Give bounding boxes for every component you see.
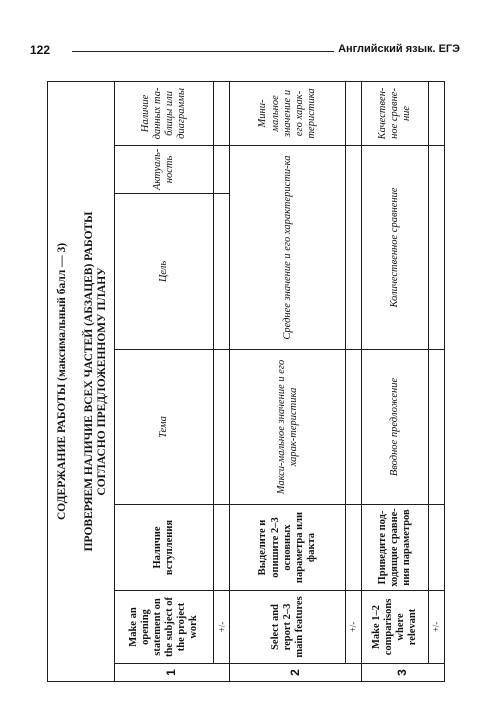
english-task: Make 1–2 comparisons where relevant — [361, 591, 428, 664]
english-task: Select and report 2–3 main features — [230, 591, 345, 664]
blank-cell — [214, 505, 230, 591]
criterion-cell: Количественное сравнение — [361, 146, 428, 350]
page-number: 122 — [30, 43, 51, 57]
mark-cell: +/- — [214, 591, 230, 664]
rotated-table-area — [47, 82, 445, 682]
mark-cell: +/- — [428, 591, 444, 664]
table-title: СОДЕРЖАНИЕ РАБОТЫ (максимальный балл — 3) — [48, 81, 78, 681]
criterion-cell: Актуаль-ность — [114, 146, 214, 194]
blank-cell — [214, 146, 230, 194]
russian-task: Выделите и опишите 2–3 основных параметра или факта — [230, 505, 345, 591]
row-number: 3 — [361, 664, 444, 682]
blank-cell — [428, 350, 444, 505]
blank-cell — [428, 146, 444, 350]
row-number: 2 — [230, 664, 362, 682]
page-header — [30, 40, 460, 60]
criterion-cell: Качествен-ное сравне-ние — [361, 81, 428, 145]
criterion-cell: Макси-мальное значение и его харак-теристика — [230, 350, 345, 505]
criterion-cell: Наличие данных та-блицы или диаграммы — [114, 81, 214, 145]
table-subtitle: ПРОВЕРЯЕМ НАЛИЧИЕ ВСЕХ ЧАСТЕЙ (АБЗАЦЕВ) РАБОТЫ СОГЛАСНО ПРЕДЛОЖЕННОМУ ПЛАНУ — [78, 81, 114, 681]
book-title: Английский язык. ЕГЭ — [338, 43, 460, 55]
blank-cell — [428, 505, 444, 591]
blank-cell — [345, 350, 361, 505]
criterion-cell: Среднее значение и его характеристи-ка — [230, 146, 345, 350]
blank-cell — [428, 81, 444, 145]
russian-task: Приведите под-ходящие сравне-ния параметров — [361, 505, 428, 591]
russian-task: Наличие вступления — [114, 505, 214, 591]
criterion-cell: Тема — [114, 350, 214, 505]
blank-cell — [214, 81, 230, 145]
header-rule — [72, 51, 334, 52]
criterion-cell: Цель — [114, 194, 214, 350]
row-number: 1 — [114, 664, 230, 682]
criterion-cell: Мини-мальное значение и его харак-теристика — [230, 81, 345, 145]
blank-cell — [345, 81, 361, 145]
criterion-cell: Вводное предложение — [361, 350, 428, 505]
blank-cell — [345, 505, 361, 591]
blank-cell — [214, 350, 230, 505]
english-task: Make an opening statement on the subject of the project work — [114, 591, 214, 664]
assessment-table — [47, 81, 445, 682]
mark-cell: +/- — [345, 591, 361, 664]
blank-cell — [214, 194, 230, 350]
blank-cell — [345, 146, 361, 350]
